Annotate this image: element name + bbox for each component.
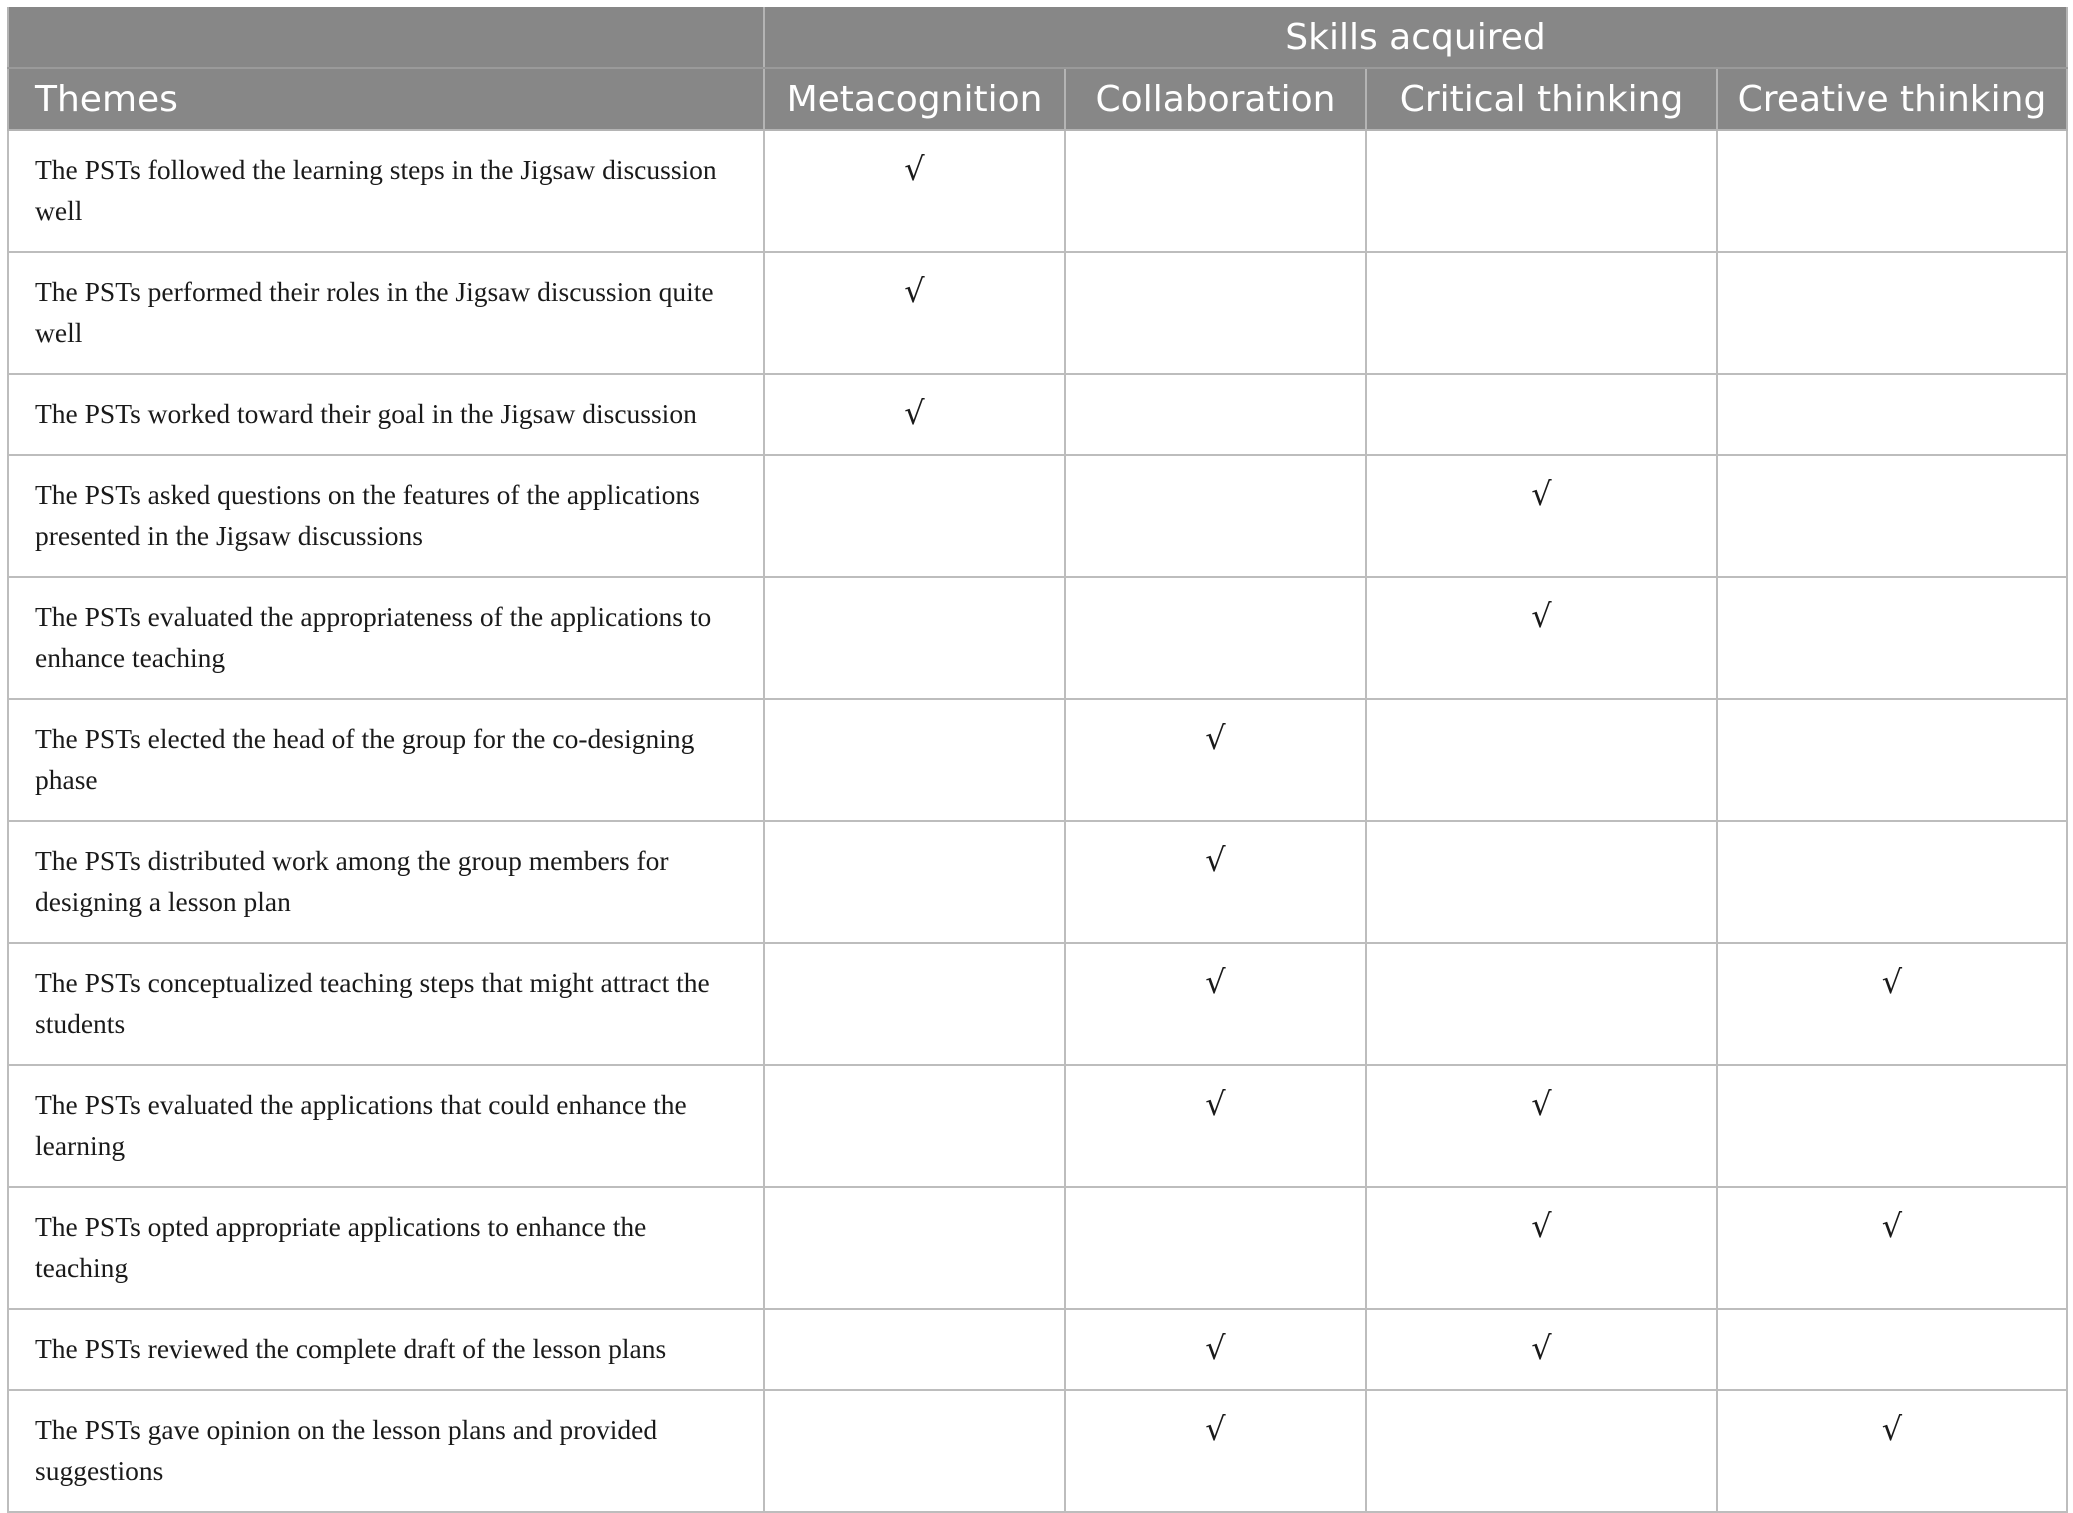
table-row <box>8 1187 2067 1309</box>
theme-cell: The PSTs distributed work among the group members for designing a lesson plan <box>8 821 764 943</box>
critical-thinking-check-cell <box>1366 943 1717 1065</box>
collaboration-check-cell: √ <box>1065 1065 1366 1187</box>
creative-thinking-check-cell <box>1717 821 2067 943</box>
collaboration-check-cell <box>1065 252 1366 374</box>
theme-cell: The PSTs reviewed the complete draft of the lesson plans <box>8 1309 764 1390</box>
collaboration-check-cell: √ <box>1065 1309 1366 1390</box>
critical-thinking-check-cell <box>1366 374 1717 455</box>
theme-cell: The PSTs performed their roles in the Jigsaw discussion quite well <box>8 252 764 374</box>
metacognition-check-cell <box>764 1065 1065 1187</box>
metacognition-check-cell <box>764 943 1065 1065</box>
themes-header: Themes <box>8 68 764 130</box>
collaboration-check-cell: √ <box>1065 699 1366 821</box>
theme-cell: The PSTs followed the learning steps in the Jigsaw discussion well <box>8 130 764 252</box>
critical-thinking-check-cell: √ <box>1366 1309 1717 1390</box>
metacognition-check-cell <box>764 1390 1065 1512</box>
critical-thinking-header: Critical thinking <box>1366 68 1717 130</box>
skills-acquired-header: Skills acquired <box>764 7 2067 68</box>
table-row <box>8 699 2067 821</box>
table-row <box>8 821 2067 943</box>
creative-thinking-check-cell <box>1717 374 2067 455</box>
metacognition-check-cell <box>764 821 1065 943</box>
critical-thinking-check-cell <box>1366 130 1717 252</box>
creative-thinking-check-cell <box>1717 455 2067 577</box>
table-row <box>8 1065 2067 1187</box>
theme-cell: The PSTs evaluated the applications that could enhance the learning <box>8 1065 764 1187</box>
collaboration-header: Collaboration <box>1065 68 1366 130</box>
table-row <box>8 130 2067 252</box>
critical-thinking-check-cell: √ <box>1366 1187 1717 1309</box>
collaboration-check-cell <box>1065 577 1366 699</box>
creative-thinking-check-cell <box>1717 1065 2067 1187</box>
collaboration-check-cell <box>1065 1187 1366 1309</box>
table-row <box>8 943 2067 1065</box>
creative-thinking-header: Creative thinking <box>1717 68 2067 130</box>
theme-cell: The PSTs opted appropriate applications to enhance the teaching <box>8 1187 764 1309</box>
theme-cell: The PSTs elected the head of the group for the co-designing phase <box>8 699 764 821</box>
creative-thinking-check-cell <box>1717 252 2067 374</box>
table-body <box>8 130 2067 1512</box>
metacognition-check-cell: √ <box>764 252 1065 374</box>
header-row-group <box>8 7 2067 68</box>
critical-thinking-check-cell <box>1366 1390 1717 1512</box>
creative-thinking-check-cell <box>1717 130 2067 252</box>
header-row-columns <box>8 68 2067 130</box>
metacognition-check-cell <box>764 455 1065 577</box>
metacognition-check-cell <box>764 1187 1065 1309</box>
critical-thinking-check-cell: √ <box>1366 577 1717 699</box>
theme-cell: The PSTs evaluated the appropriateness of the applications to enhance teaching <box>8 577 764 699</box>
collaboration-check-cell <box>1065 455 1366 577</box>
theme-cell: The PSTs worked toward their goal in the Jigsaw discussion <box>8 374 764 455</box>
creative-thinking-check-cell: √ <box>1717 1187 2067 1309</box>
creative-thinking-check-cell <box>1717 1309 2067 1390</box>
metacognition-check-cell <box>764 699 1065 821</box>
metacognition-check-cell <box>764 1309 1065 1390</box>
theme-cell: The PSTs conceptualized teaching steps that might attract the students <box>8 943 764 1065</box>
creative-thinking-check-cell: √ <box>1717 1390 2067 1512</box>
collaboration-check-cell: √ <box>1065 943 1366 1065</box>
collaboration-check-cell: √ <box>1065 821 1366 943</box>
table-row <box>8 1309 2067 1390</box>
creative-thinking-check-cell <box>1717 699 2067 821</box>
table-row <box>8 577 2067 699</box>
critical-thinking-check-cell <box>1366 821 1717 943</box>
metacognition-check-cell: √ <box>764 130 1065 252</box>
collaboration-check-cell: √ <box>1065 1390 1366 1512</box>
table-header <box>8 7 2067 130</box>
theme-cell: The PSTs gave opinion on the lesson plans and provided suggestions <box>8 1390 764 1512</box>
collaboration-check-cell <box>1065 130 1366 252</box>
table-row <box>8 455 2067 577</box>
skills-table-container <box>7 7 2068 1513</box>
critical-thinking-check-cell <box>1366 699 1717 821</box>
table-row <box>8 252 2067 374</box>
header-corner-cell <box>8 7 764 68</box>
critical-thinking-check-cell: √ <box>1366 455 1717 577</box>
metacognition-check-cell <box>764 577 1065 699</box>
skills-table <box>7 7 2068 1513</box>
creative-thinking-check-cell <box>1717 577 2067 699</box>
creative-thinking-check-cell: √ <box>1717 943 2067 1065</box>
critical-thinking-check-cell <box>1366 252 1717 374</box>
collaboration-check-cell <box>1065 374 1366 455</box>
critical-thinking-check-cell: √ <box>1366 1065 1717 1187</box>
metacognition-header: Metacognition <box>764 68 1065 130</box>
table-row <box>8 374 2067 455</box>
metacognition-check-cell: √ <box>764 374 1065 455</box>
theme-cell: The PSTs asked questions on the features of the applications presented in the Jigsaw discussions <box>8 455 764 577</box>
table-row <box>8 1390 2067 1512</box>
